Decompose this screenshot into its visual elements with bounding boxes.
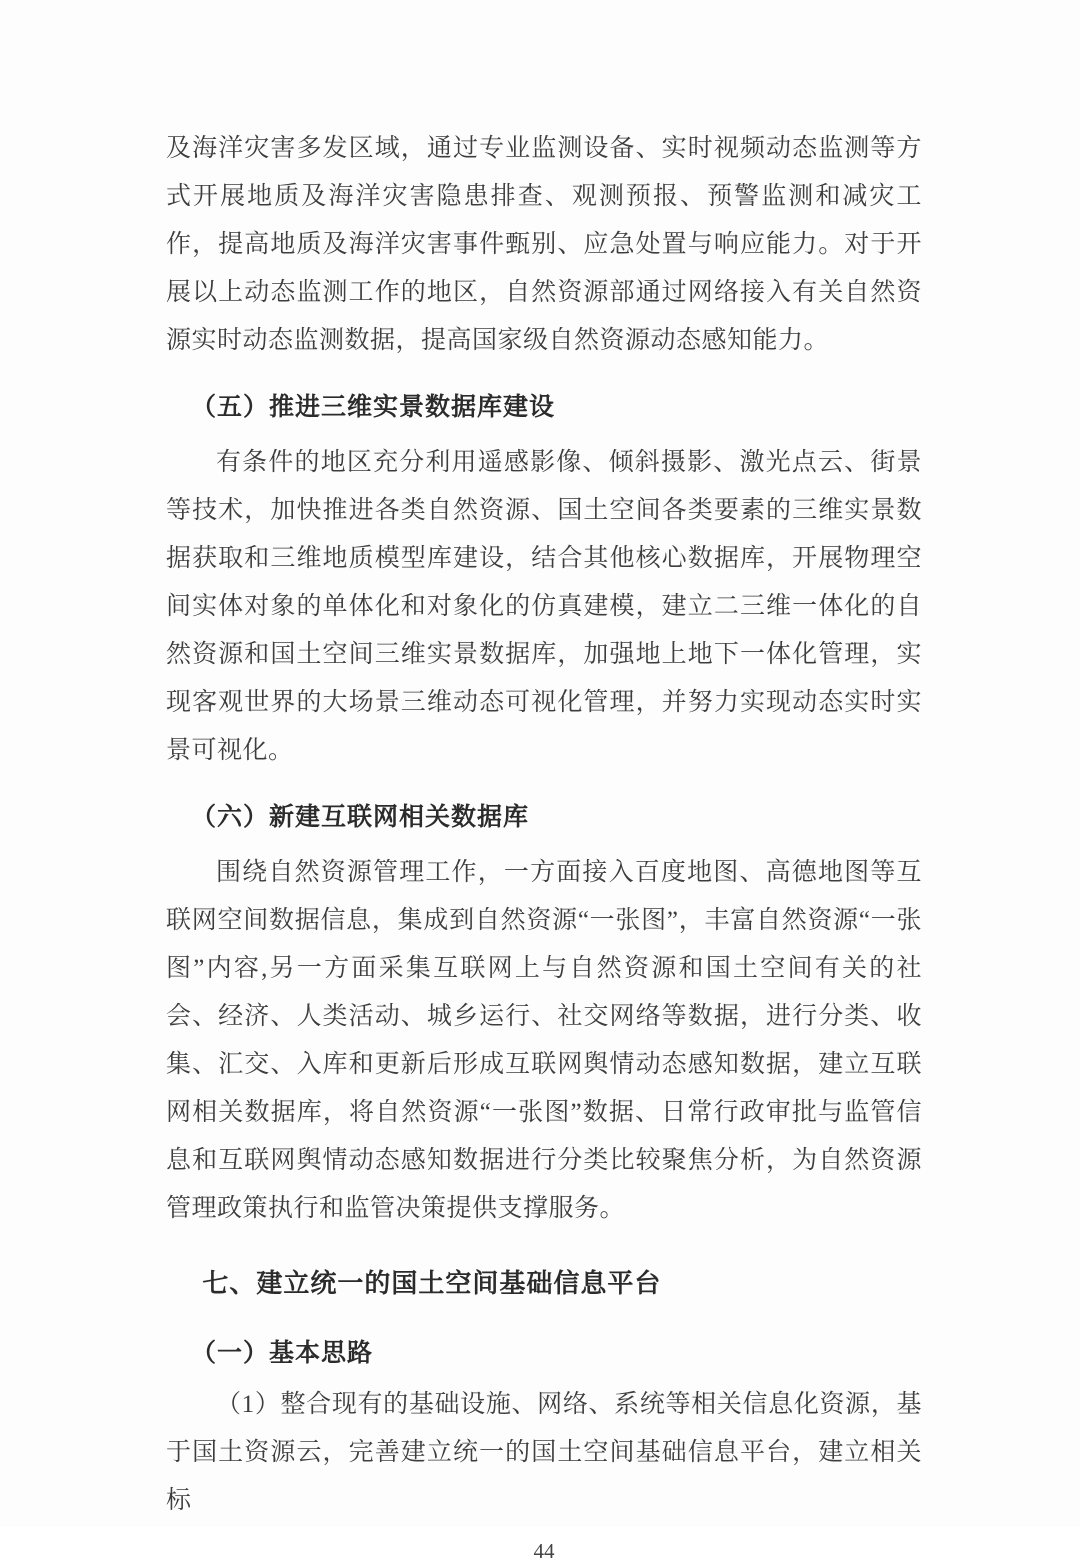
body-paragraph-continuation: 及海洋灾害多发区域，通过专业监测设备、实时视频动态监测等方式开展地质及海洋灾害隐患排查、观测预报、预警监测和减灾工作，提高地质及海洋灾害事件甄别、应急处置与响应能力。对于开展以上动态监测工作的地区，自然资源部通过网络接入有关自然资源实时动态监测数据，提高国家级自然资源动态感知能力。: [166, 135, 922, 354]
chapter-heading-7: 七、建立统一的国土空间基础信息平台: [202, 1268, 662, 1298]
body-paragraph-section-6: 围绕自然资源管理工作，一方面接入百度地图、高德地图等互联网空间数据信息，集成到自然资源“一张图”，丰富自然资源“一张图”内容,另一方面采集互联网上与自然资源和国土空间有关的社会、经济、人类活动、城乡运行、社交网络等数据，进行分类、收集、汇交、入库和更新后形成互联网舆情动态感知数据，建立互联网相关数据库，将自然资源“一张图”数据、日常行政审批与监管信息和互联网舆情动态感知数据进行分类比较聚焦分析，为自然资源管理政策执行和监管决策提供支撑服务。: [166, 859, 922, 1222]
body-paragraph-section-1: （1）整合现有的基础设施、网络、系统等相关信息化资源，基于国土资源云，完善建立统一的国土空间基础信息平台，建立相关标: [166, 1391, 922, 1514]
body-paragraph-section-5: 有条件的地区充分利用遥感影像、倾斜摄影、激光点云、街景等技术，加快推进各类自然资源、国土空间各类要素的三维实景数据获取和三维地质模型库建设，结合其他核心数据库，开展物理空间实体对象的单体化和对象化的仿真建模，建立二三维一体化的自然资源和国土空间三维实景数据库，加强地上地下一体化管理，实现客观世界的大场景三维动态可视化管理，并努力实现动态实时实景可视化。: [166, 449, 922, 764]
section-heading-5: （五）推进三维实景数据库建设: [191, 393, 556, 421]
section-heading-1: （一）基本思路: [191, 1339, 374, 1367]
section-heading-6: （六）新建互联网相关数据库: [191, 803, 530, 831]
page-number: 44: [533, 1539, 555, 1563]
